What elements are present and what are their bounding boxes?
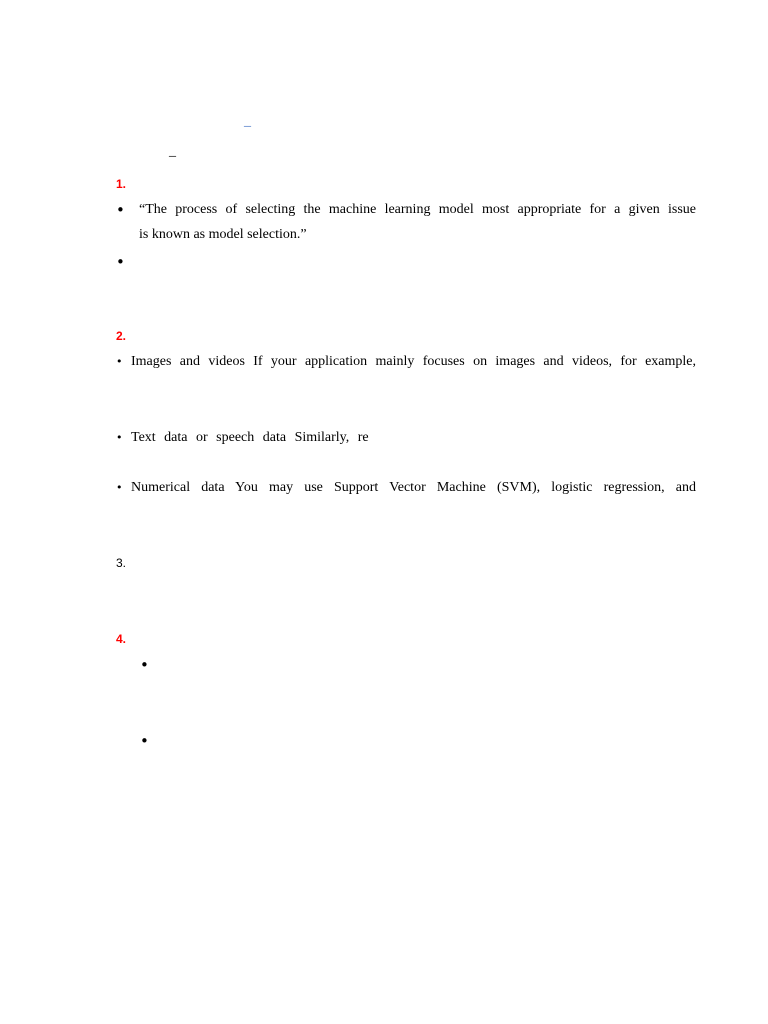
bullet-icon: • (140, 656, 149, 674)
section-2-item-numerical: Numerical data You may use Support Vector Machine (SVM), logistic regression, and (131, 480, 696, 495)
section-2-item-text-speech: Text data or speech data Similarly, re (131, 430, 369, 445)
bullet-icon: • (116, 201, 125, 219)
bullet-icon: • (116, 431, 123, 444)
section-1-definition-line-1: “The process of selecting the machine learning model most appropriate for a given issue (139, 202, 696, 217)
section-2-item-images-videos: Images and videos If your application mainly focuses on images and videos, for example, (131, 354, 696, 369)
header-link-dash[interactable]: _ (244, 114, 251, 129)
bullet-icon: • (116, 253, 125, 271)
section-1-definition-line-2: is known as model selection.” (139, 227, 307, 242)
section-3-number: 3. (116, 556, 127, 570)
bullet-icon: • (140, 732, 149, 750)
section-1-number: 1. (116, 177, 127, 191)
header-dash: _ (169, 144, 176, 159)
section-4-number: 4. (116, 632, 127, 646)
bullet-icon: • (116, 481, 123, 494)
section-2-number: 2. (116, 329, 127, 343)
bullet-icon: • (116, 355, 123, 368)
